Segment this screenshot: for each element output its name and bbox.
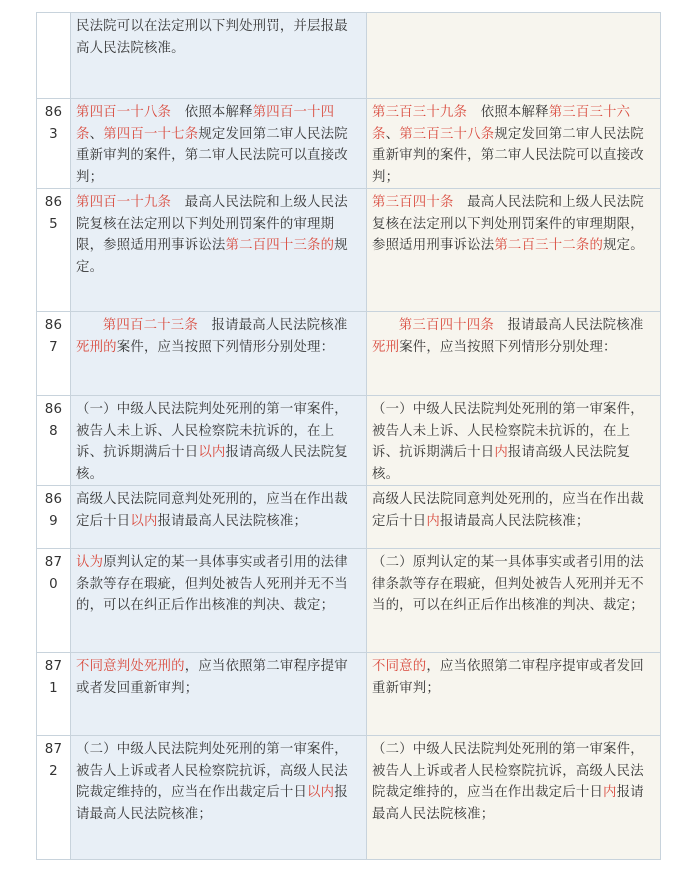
- provision-text: 民法院可以在法定刑以下判处刑罚，并层报最高人民法院核准。: [76, 19, 348, 56]
- provision-text: （一）中级人民法院判处死刑的第一审案件，被告人未上诉、人民检察院未抗诉的，在上诉、抗诉期满后十日: [372, 402, 644, 460]
- comparison-table: [36, 12, 661, 860]
- old-provision-cell: [71, 486, 367, 549]
- provision-text: 规定发回第二审人民法院重新审判的案件，第二审人民法院可以直接改判；: [372, 126, 644, 185]
- highlighted-text: 第四百一十四条: [76, 105, 335, 142]
- provision-text: 、: [385, 126, 400, 142]
- old-provision-cell: [71, 189, 367, 312]
- new-provision-cell: [367, 486, 661, 549]
- provision-text: （二）中级人民法院判处死刑的第一审案件，被告人上诉或者人民检察院抗诉，高级人民法院裁定维持的，应当在作出裁定后十日: [372, 742, 644, 800]
- new-provision-cell: [367, 736, 661, 860]
- highlighted-text: 第三百三十六条: [372, 105, 631, 142]
- provision-text: 案件，应当按照下列情形分别处理：: [116, 339, 335, 355]
- provision-text: 高级人民法院同意判处死刑的，应当在作出裁定后十日: [76, 492, 348, 529]
- highlighted-text: 不同意判处死刑的: [76, 659, 185, 674]
- highlighted-text: 第四百一十八条: [76, 105, 172, 120]
- provision-text: 规定发回第二审人民法院重新审判的案件，第二审人民法院可以直接改判；: [76, 126, 348, 185]
- highlighted-text: 死刑: [372, 339, 400, 355]
- provision-text: 最高人民法院和上级人民法院复核在法定刑以下判处刑罚案件的审理期限，参照适用刑事诉讼法: [76, 195, 348, 253]
- highlighted-text: 第三百三十九条: [372, 105, 468, 120]
- highlighted-text: 第二百四十三条的: [225, 238, 335, 253]
- row-number: 865: [37, 189, 71, 312]
- highlighted-text: 以内: [130, 513, 158, 529]
- table-row: [37, 13, 661, 99]
- provision-text: 最高人民法院和上级人民法院复核在法定刑以下判处刑罚案件的审理期限，参照适用刑事诉讼法: [372, 195, 644, 253]
- provision-text: 报请最高人民法院核准；: [439, 513, 590, 529]
- provision-text: （二）原判认定的某一具体事实或者引用的法律条款等存在瑕疵，但判处被告人死刑并无不当的，可以在纠正后作出核准的判决、裁定；: [372, 555, 644, 613]
- highlighted-text: 第四百二十三条: [102, 318, 198, 333]
- highlighted-text: 第二百三十二条的: [494, 238, 604, 253]
- highlighted-text: 第三百四十条: [372, 195, 454, 210]
- highlighted-text: 第四百一十七条: [103, 126, 199, 142]
- row-number: 863: [37, 99, 71, 189]
- provision-text: 规定。: [603, 238, 644, 253]
- provision-text: ，应当依照第二审程序提审或者发回重新审判；: [76, 659, 348, 696]
- table-row: [37, 653, 661, 736]
- highlighted-text: 第四百一十九条: [76, 195, 172, 210]
- provision-text: 案件，应当按照下列情形分别处理：: [399, 339, 617, 355]
- provision-text: 报请高级人民法院复核。: [76, 445, 348, 482]
- row-number: 867: [37, 312, 71, 396]
- table-row: [37, 99, 661, 189]
- provision-text: 高级人民法院同意判处死刑的，应当在作出裁定后十日: [372, 492, 644, 529]
- highlighted-text: 不同意的: [372, 659, 427, 674]
- old-provision-cell: [71, 549, 367, 653]
- table-row: [37, 312, 661, 396]
- highlighted-text: 第三百四十四条: [398, 318, 494, 333]
- table-row: [37, 736, 661, 860]
- provision-text: 报请最高人民法院核准；: [157, 513, 308, 529]
- row-number: 868: [37, 396, 71, 486]
- row-number: 871: [37, 653, 71, 736]
- provision-text: 依照本解释: [467, 105, 549, 120]
- provision-text: ，应当依照第二审程序提审或者发回重新审判；: [372, 659, 644, 696]
- new-provision-cell: [367, 653, 661, 736]
- provision-text: 、: [89, 126, 104, 142]
- old-provision-cell: [71, 396, 367, 486]
- highlighted-text: 内: [494, 445, 508, 460]
- new-provision-cell: [367, 189, 661, 312]
- provision-text: 报请最高人民法院核准: [197, 318, 348, 333]
- highlighted-text: 以内: [307, 785, 335, 800]
- table-row: [37, 486, 661, 549]
- new-provision-cell: [367, 99, 661, 189]
- new-provision-cell: [367, 13, 661, 99]
- old-provision-cell: [71, 99, 367, 189]
- old-provision-cell: [71, 13, 367, 99]
- new-provision-cell: [367, 396, 661, 486]
- provision-text: 报请高级人民法院复核。: [372, 445, 631, 482]
- highlighted-text: 第三百三十八条: [399, 126, 495, 142]
- row-number: 872: [37, 736, 71, 860]
- highlighted-text: 以内: [198, 445, 226, 460]
- row-number: 869: [37, 486, 71, 549]
- old-provision-cell: [71, 312, 367, 396]
- highlighted-text: 内: [426, 513, 440, 529]
- new-provision-cell: [367, 312, 661, 396]
- provision-text: （二）中级人民法院判处死刑的第一审案件，被告人上诉或者人民检察院抗诉，高级人民法院裁定维持的，应当在作出裁定后十日: [76, 742, 348, 800]
- provision-text: 规定。: [76, 238, 348, 275]
- provision-text: 原判认定的某一具体事实或者引用的法律条款等存在瑕疵，但判处被告人死刑并无不当的，可以在纠正后作出核准的判决、裁定；: [76, 555, 348, 613]
- table-row: [37, 189, 661, 312]
- provision-text: 报请最高人民法院核准；: [372, 785, 644, 822]
- row-number: [37, 13, 71, 99]
- highlighted-text: 死刑的: [76, 339, 117, 355]
- new-provision-cell: [367, 549, 661, 653]
- provision-text: 报请最高人民法院核准: [493, 318, 644, 333]
- table-row: [37, 396, 661, 486]
- old-provision-cell: [71, 736, 367, 860]
- table-row: [37, 549, 661, 653]
- row-number: 870: [37, 549, 71, 653]
- highlighted-text: 认为: [76, 555, 104, 570]
- provision-text: （一）中级人民法院判处死刑的第一审案件，被告人未上诉、人民检察院未抗诉的，在上诉、抗诉期满后十日: [76, 402, 348, 460]
- provision-text: 依照本解释: [171, 105, 253, 120]
- provision-text: 报请最高人民法院核准；: [76, 785, 348, 822]
- highlighted-text: 内: [603, 785, 617, 800]
- old-provision-cell: [71, 653, 367, 736]
